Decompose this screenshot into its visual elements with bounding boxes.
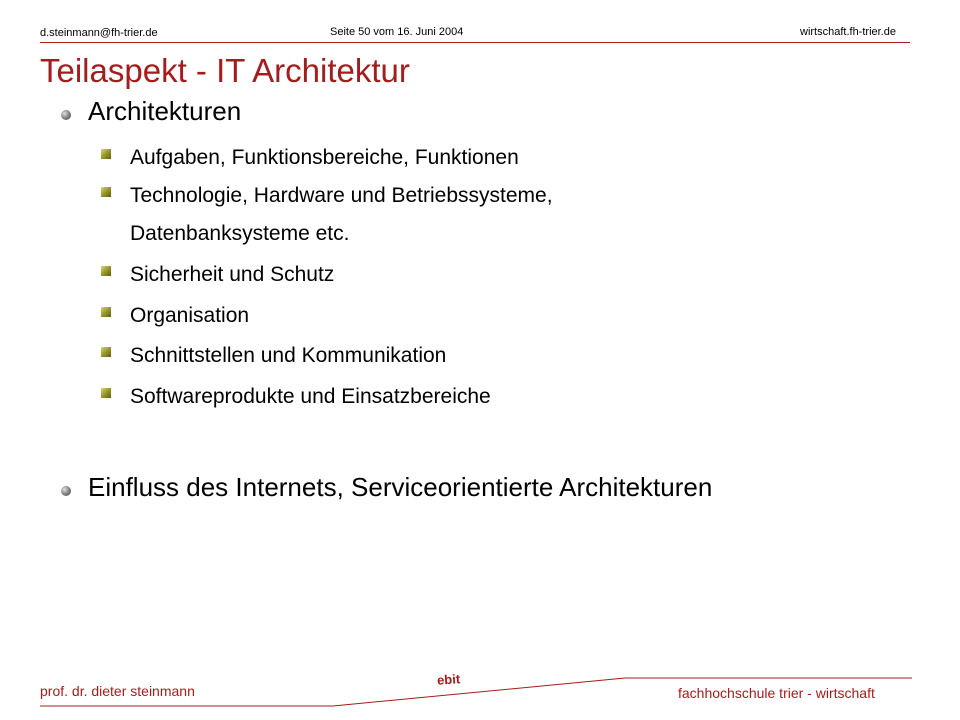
header-website: wirtschaft.fh-trier.de	[800, 26, 896, 38]
header-page-info: Seite 50 vom 16. Juni 2004	[330, 26, 464, 38]
sub-bullet-schnittstellen: Schnittstellen und Kommunikation	[130, 344, 447, 367]
header-email: d.steinmann@fh-trier.de	[40, 27, 158, 39]
sub-bullet-organisation: Organisation	[130, 304, 250, 327]
sub-bullet-technologie-cont: Datenbanksysteme etc.	[130, 222, 350, 245]
bullet-einfluss: Einfluss des Internets, Serviceorientierte Architekturen	[88, 472, 713, 502]
bullet-architekturen: Architekturen	[88, 96, 242, 126]
sub-bullet-technologie: Technologie, Hardware und Betriebssysteme,	[130, 184, 553, 207]
sub-bullet-softwareprodukte: Softwareprodukte und Einsatzbereiche	[130, 385, 491, 408]
sub-bullet-sicherheit: Sicherheit und Schutz	[130, 263, 335, 286]
footer-institution: fachhochschule trier - wirtschaft	[678, 685, 875, 701]
slide-title: Teilaspekt - IT Architektur	[40, 52, 410, 89]
sub-bullet-aufgaben: Aufgaben, Funktionsbereiche, Funktionen	[130, 146, 519, 169]
footer-logo: ebit	[436, 671, 461, 688]
footer-author: prof. dr. dieter steinmann	[40, 683, 195, 699]
